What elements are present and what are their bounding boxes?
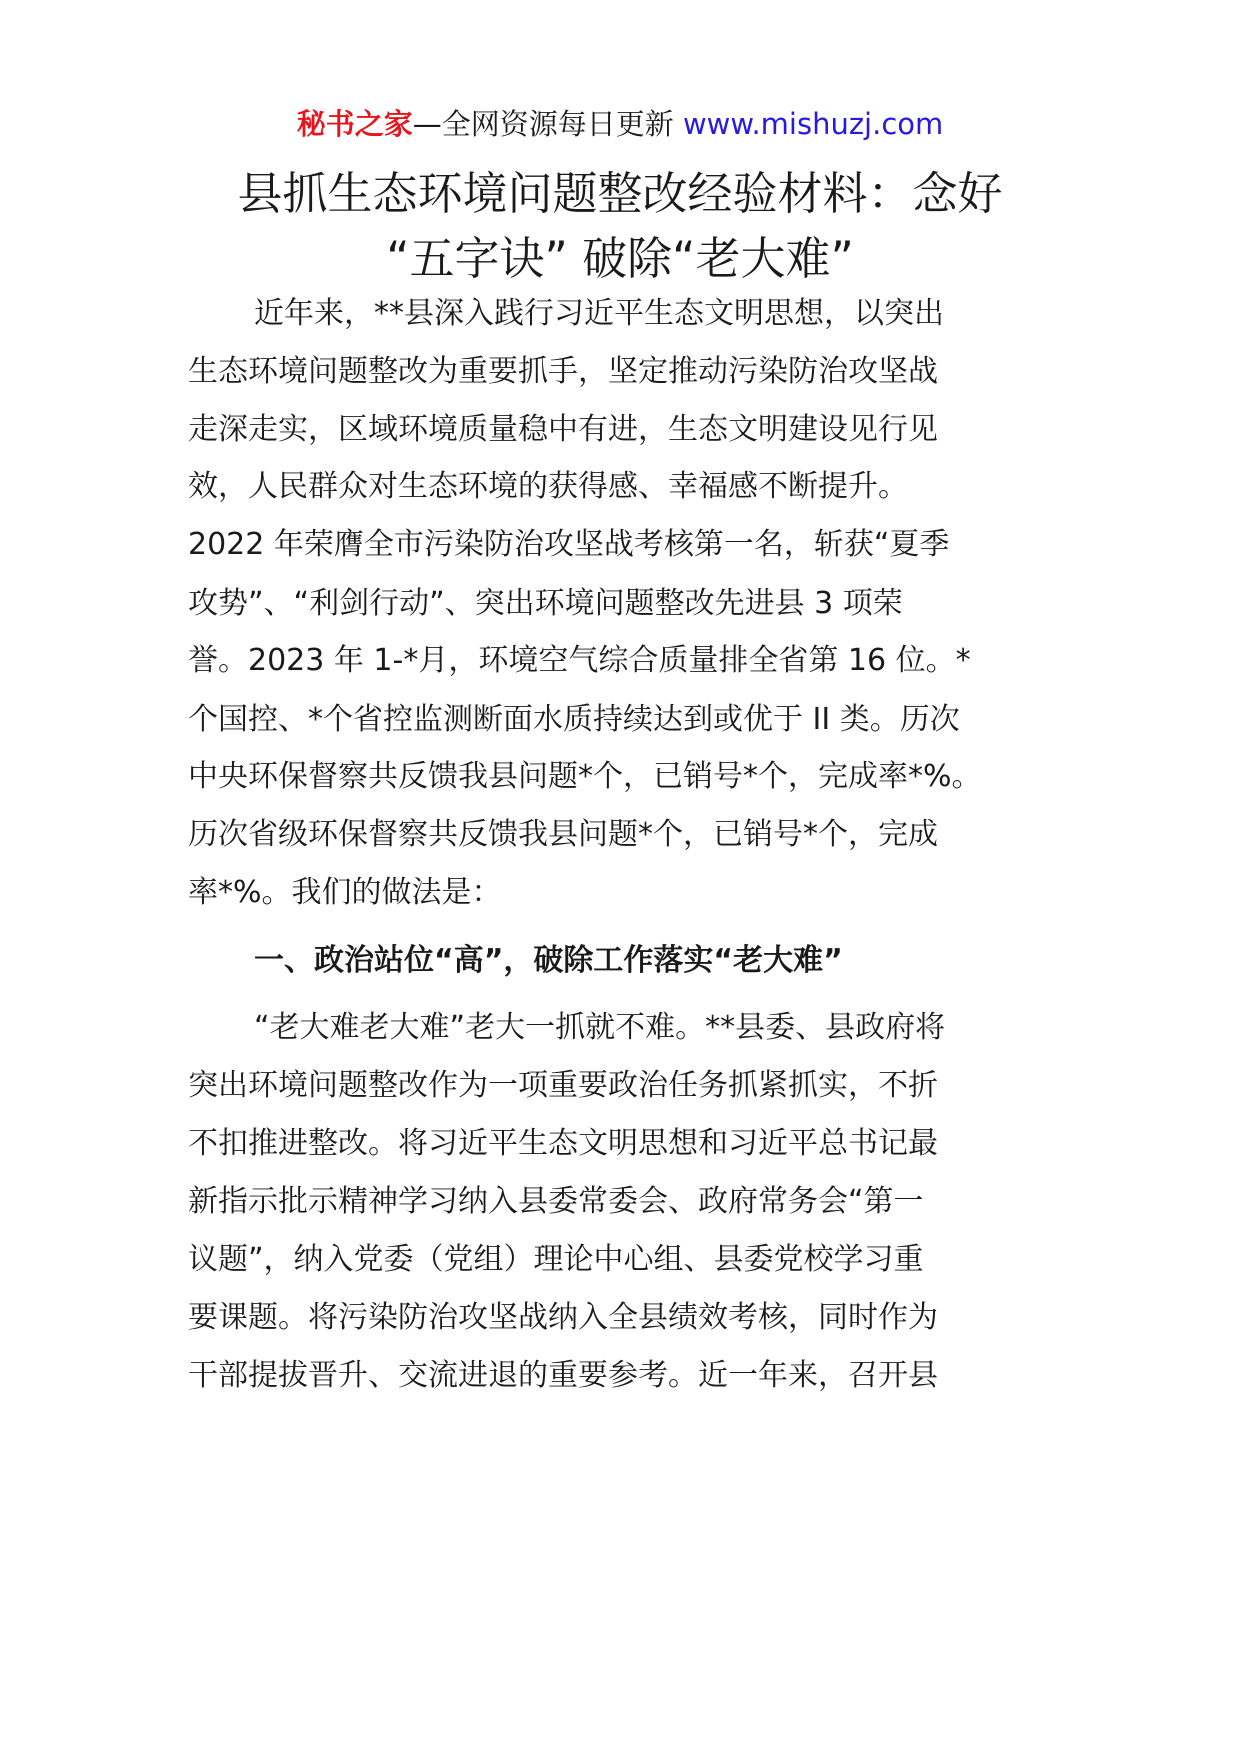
paragraph-line: 效，人民群众对生态环境的获得感、幸福感不断提升。: [188, 469, 908, 504]
header-tagline: —全网资源每日更新: [412, 107, 683, 141]
document-title-line-2: “五字诀” 破除“老大难”: [386, 232, 854, 285]
paragraph-line: 中央环保督察共反馈我县问题*个，已销号*个，完成率*%。: [188, 759, 982, 794]
paragraph-line: 近年来，**县深入践行习近平生态文明思想，以突出: [254, 296, 944, 331]
paragraph-line: 要课题。将污染防治攻坚战纳入全县绩效考核，同时作为: [188, 1300, 938, 1335]
paragraph-line: 誉。2023 年 1-*月，环境空气综合质量排全省第 16 位。*: [188, 643, 971, 678]
paragraph-line: 干部提拔晋升、交流进退的重要参考。近一年来，召开县: [188, 1358, 938, 1393]
paragraph-line: 攻势”、“利剑行动”、突出环境问题整改先进县 3 项荣: [188, 586, 903, 621]
paragraph-line: 走深走实，区域环境质量稳中有进，生态文明建设见行见: [188, 412, 938, 447]
paragraph-line: 2022 年荣膺全市污染防治攻坚战考核第一名，斩获“夏季: [188, 527, 950, 562]
paragraph-line: “老大难老大难”老大一抓就不难。**县委、县政府将: [254, 1010, 946, 1045]
site-header: [0, 104, 1240, 144]
paragraph-line: 历次省级环保督察共反馈我县问题*个，已销号*个，完成: [188, 817, 938, 852]
site-url-link[interactable]: www.mishuzj.com: [682, 107, 944, 141]
paragraph-line: 个国控、*个省控监测断面水质持续达到或优于 II 类。历次: [188, 702, 960, 737]
brand-name: 秘书之家: [296, 107, 413, 141]
paragraph-line: 议题”，纳入党委（党组）理论中心组、县委党校学习重: [188, 1242, 924, 1277]
paragraph-line: 率*%。我们的做法是：: [188, 875, 502, 910]
paragraph-line: 新指示批示精神学习纳入县委常委会、政府常务会“第一: [188, 1184, 924, 1219]
paragraph-line: 不扣推进整改。将习近平生态文明思想和习近平总书记最: [188, 1126, 938, 1161]
document-title-line-1: 县抓生态环境问题整改经验材料：念好: [237, 167, 1003, 220]
section-heading-1: 一、政治站位“高”，破除工作落实“老大难”: [254, 943, 843, 978]
paragraph-line: 突出环境问题整改作为一项重要政治任务抓紧抓实，不折: [188, 1068, 938, 1103]
paragraph-line: 生态环境问题整改为重要抓手，坚定推动污染防治攻坚战: [188, 354, 938, 389]
